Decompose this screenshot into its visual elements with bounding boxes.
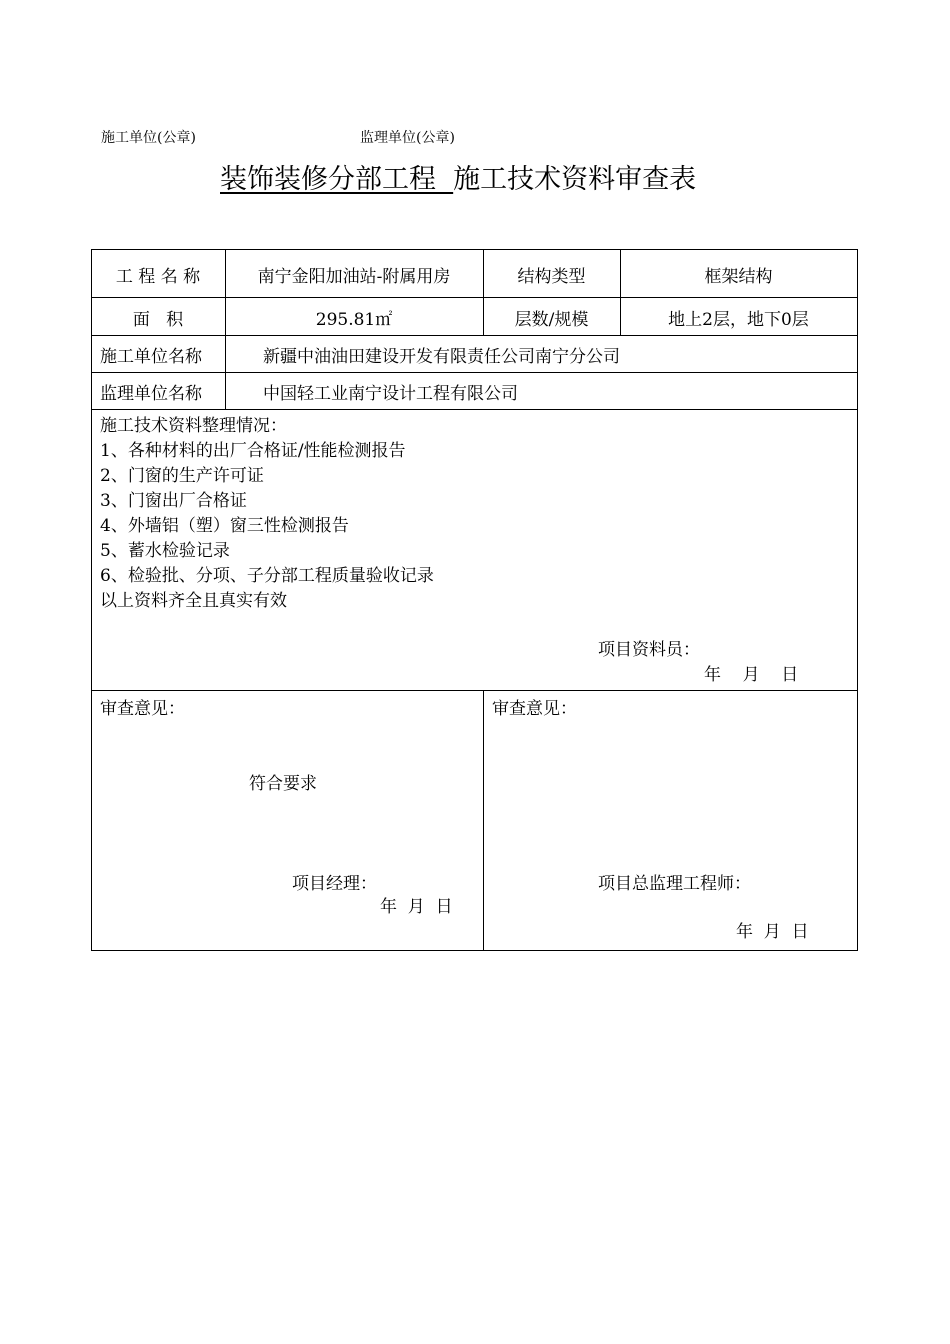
list-item: 3、门窗出厂合格证 [100,491,247,511]
page-title [220,157,696,196]
table-border-right [857,249,858,951]
supervision-seal-label: 监理单位(公章) [360,130,455,146]
floors-label: 层数/规模 [514,310,589,330]
project-manager-label: 项目经理： [292,874,377,894]
title-underline-gap [436,164,453,195]
structure-type-label: 结构类型 [517,267,586,287]
supervisor-label: 监理单位名称 [100,384,202,404]
table-border-top [91,249,858,250]
construction-seal-label: 施工单位(公章) [101,130,196,146]
area-label: 面 积 [132,310,184,330]
clerk-date: 年 月 日 [704,665,799,685]
title-rest: 施工技术资料审查表 [453,164,697,195]
table-row-divider [91,335,858,336]
project-name-label: 工 程 名 称 [115,267,201,287]
list-item: 5、蓄水检验记录 [100,541,230,561]
project-manager-date: 年 月 日 [380,897,453,917]
table-row-divider [91,297,858,298]
supervisor-value: 中国轻工业南宁设计工程有限公司 [263,384,518,404]
review-opinion: 符合要求 [249,774,317,794]
clerk-label: 项目资料员： [598,640,700,660]
floors-value: 地上2层，地下0层 [668,310,809,330]
chief-supervisor-label: 项目总监理工程师： [598,874,751,894]
table-border-left [91,249,92,951]
review-left-heading: 审查意见： [100,699,185,719]
materials-heading: 施工技术资料整理情况： [100,416,287,436]
table-row-divider [91,690,858,691]
list-item: 2、门窗的生产许可证 [100,466,264,486]
contractor-label: 施工单位名称 [100,347,202,367]
table-border-bottom [91,950,858,951]
title-underlined: 装饰装修分部工程 [220,164,436,195]
review-right-heading: 审查意见： [492,699,577,719]
list-item: 4、外墙铝（塑）窗三性检测报告 [100,516,349,536]
project-name-value: 南宁金阳加油站-附属用房 [257,267,451,287]
chief-supervisor-date: 年 月 日 [736,922,809,942]
table-row-divider [91,372,858,373]
structure-type-value: 框架结构 [704,267,773,287]
materials-conclusion: 以上资料齐全且真实有效 [100,591,287,611]
contractor-value: 新疆中油油田建设开发有限责任公司南宁分公司 [263,347,620,367]
area-value: 295.81㎡ [315,310,393,330]
list-item: 1、各种材料的出厂合格证/性能检测报告 [100,441,406,461]
table-col-divider [483,690,484,951]
table-row-divider [91,409,858,410]
list-item: 6、检验批、分项、子分部工程质量验收记录 [100,566,434,586]
